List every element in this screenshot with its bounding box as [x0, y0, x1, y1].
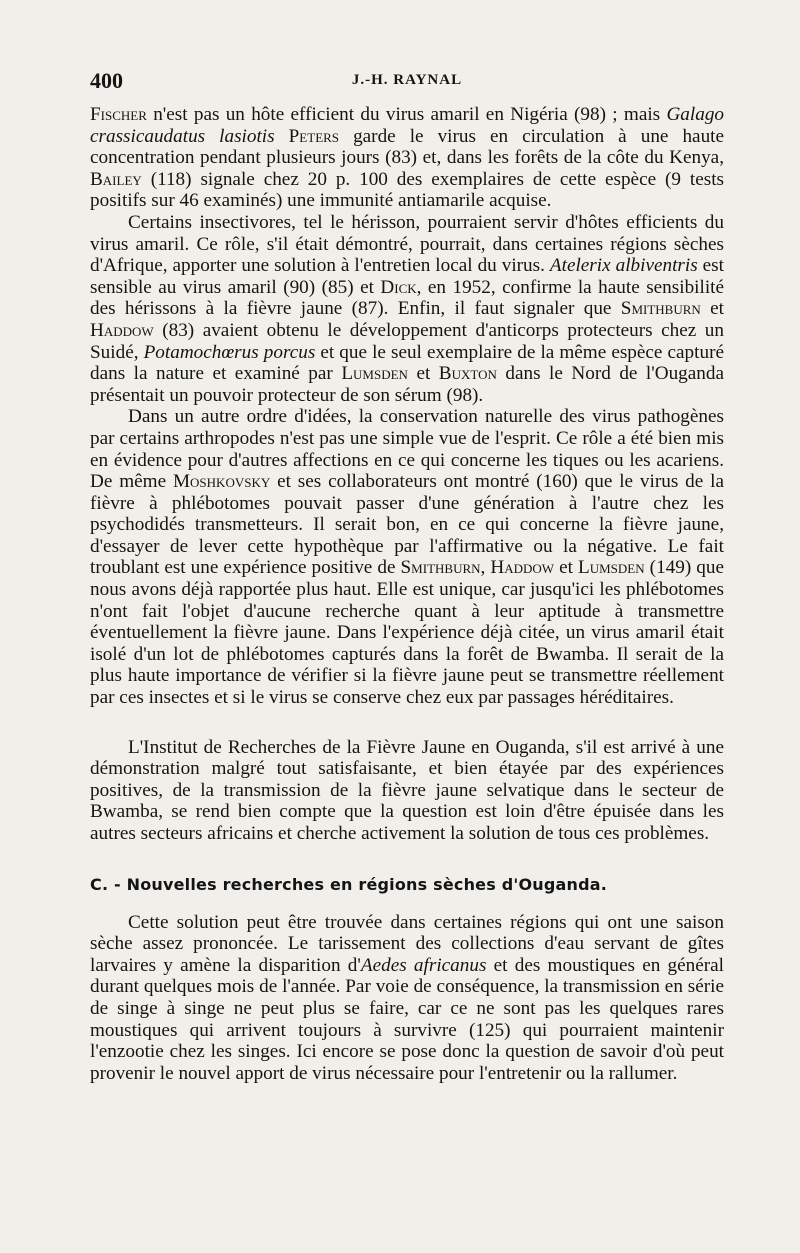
- paragraph-5: [90, 912, 724, 1085]
- running-head: [90, 68, 724, 98]
- text-run: n'est pas un hôte efficient du virus amaril en Nigéria (98) ; mais: [146, 104, 667, 125]
- text-run: [275, 126, 289, 147]
- author-name: Moshkovsky: [172, 471, 271, 493]
- text-run: Dans un autre ordre d'idées, la conservation naturelle des virus pathogènes par certains arthropodes n'est pas une simple vue de l'esprit. Ce rôle a été bien mis en évidence pour d'autres affections en ce qui concerne les tiques ou les acariens. De même: [90, 406, 724, 493]
- paragraph-2: [90, 212, 724, 406]
- species-name: Galago crassicaudatus lasiotis: [90, 104, 724, 147]
- page-number: 400: [90, 68, 123, 93]
- running-head-author: J.-H. RAYNAL: [351, 72, 463, 88]
- author-name: Haddow: [490, 557, 555, 579]
- author-name: Smithburn: [400, 557, 481, 579]
- text-run: et des moustiques en général durant quelques mois de l'année. Par voie de conséquence, la transmission en série de singe à singe ne peut plus se faire, car ce ne sont pas les quelques rares moustiques qui arrivent toujours à survivre (125) qui pourraient maintenir l'enzootie chez les singes. Ici encore se pose donc la question de savoir d'où peut provenir le nouvel apport de virus nécessaire pour l'entretenir ou la rallumer.: [90, 954, 725, 1084]
- species-name: Potamochœrus porcus: [143, 341, 316, 363]
- author-name: Lumsden: [341, 363, 408, 385]
- text-run: garde le virus en circulation à une haute concentration pendant plusieurs jours (83) et, dans les forêts de la côte du Kenya,: [90, 125, 725, 169]
- text-run: et: [554, 557, 579, 579]
- author-name: Fischer: [90, 104, 147, 125]
- species-name: Atelerix albiventris: [549, 255, 698, 277]
- text-run: est sensible au virus amaril (90) (85) et: [90, 255, 724, 298]
- author-name: Buxton: [438, 363, 497, 385]
- species-name: Aedes africanus: [360, 954, 487, 976]
- text-run: (118) signale chez 20 p. 100 des exemplaires de cette espèce (9 tests positifs sur 46 examinés) une immunité antiamarile acquise.: [90, 168, 724, 212]
- text-run: Cette solution peut être trouvée dans certaines régions qui ont une saison sèche assez prononcée. Le tarissement des collections d'eau servant de gîtes larvaires y amène la disparition d': [90, 911, 724, 976]
- author-name: Haddow: [90, 319, 154, 341]
- author-name: Dick: [380, 276, 417, 298]
- paragraph-4: [90, 737, 724, 845]
- text-run: et: [700, 298, 724, 320]
- text-run: ,: [480, 557, 491, 579]
- author-name: Lumsden: [578, 557, 645, 579]
- author-name: Peters: [288, 125, 340, 147]
- author-name: Bailey: [90, 168, 142, 190]
- text-run: (149) que nous avons déjà rapportée plus haut. Elle est unique, car jusqu'ici les phlébotomes n'ont fait l'objet d'aucune recherche quant à leur aptitude à transmettre éventuellement la fièvre jaune. Dans l'expérience déjà citée, un virus amaril était isolé d'un lot de phlébotomes capturés dans la forêt de Bwamba. Il serait de la plus haute importance de vérifier si la fièvre jaune peut se transmettre réellement par ces insectes et si le virus se conserve chez eux par passages héréditaires.: [90, 557, 724, 709]
- text-run: dans le Nord de l'Ouganda présentait un pouvoir protecteur de son sérum (98).: [90, 363, 724, 406]
- text-run: (83) avaient obtenu le développement d'anticorps protecteurs chez un Suidé,: [90, 319, 724, 363]
- text-run: et que le seul exemplaire de la même espèce capturé dans la nature et examiné par: [90, 341, 724, 385]
- paragraph-3: [90, 406, 724, 708]
- text-run: L'Institut de Recherches de la Fièvre Jaune en Ouganda, s'il est arrivé à une démonstration malgré tout satisfaisante, et bien étayée par des expériences positives, de la transmission de la fièvre jaune selvatique dans le secteur de Bwamba, se rend bien compte que la question est loin d'être épuisée dans les autres secteurs africains et cherche activement la solution de tous ces problèmes.: [90, 736, 724, 844]
- text-run: et: [407, 363, 439, 385]
- paragraph-1: [90, 104, 724, 212]
- text-run: et ses collaborateurs ont montré (160) que le virus de la fièvre à phlébotomes pouvait passer d'une génération à l'autre chez les psychodidés transmetteurs. Il serait bon, en ce qui concerne la fièvre jaune, d'essayer de lever cette hypothèque par l'affirmative ou la négative. Le fait troublant est une expérience positive de: [90, 471, 724, 579]
- author-name: Smithburn: [620, 298, 701, 320]
- text-run: Certains insectivores, tel le hérisson, pourraient servir d'hôtes efficients du virus amaril. Ce rôle, s'il était démontré, pourrait, dans certaines régions sèches d'Afrique, apporter une solution à l'entretien local du virus.: [90, 211, 724, 277]
- section-heading: C. - Nouvelles recherches en régions sèches d'Ouganda.: [90, 874, 608, 894]
- text-run: , en 1952, confirme la haute sensibilité des hérissons à la fièvre jaune (87). Enfin, il faut signaler que: [90, 276, 725, 320]
